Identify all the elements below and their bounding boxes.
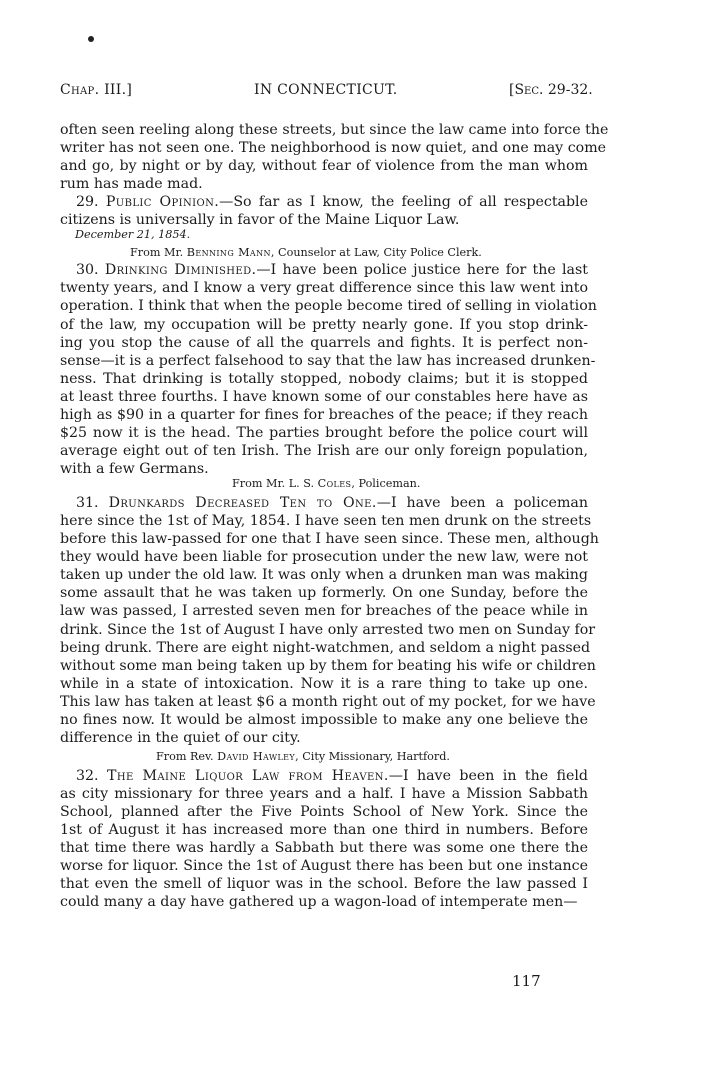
body-text-line: 1st of August it has increased more than one third in numbers. Before <box>60 822 588 839</box>
body-text-line: operation. I think that when the people become tired of selling in violation <box>60 298 597 315</box>
body-text-line: often seen reeling along these streets, but since the law came into force the <box>60 122 609 138</box>
attribution-role: , Policeman. <box>351 477 421 491</box>
body-text-line: with a few Germans. <box>60 461 209 478</box>
body-text-line: while in a state of intoxication. Now it is a rare thing to take up one. <box>60 675 588 692</box>
attribution-name: David Hawley <box>217 749 296 763</box>
attribution-name: Coles <box>317 477 352 491</box>
section-number: 32. <box>76 767 99 784</box>
body-text-line: drink. Since the 1st of August I have only arrested two men on Sunday for <box>60 621 596 638</box>
section-number: 31. <box>76 495 99 512</box>
body-text-line: rum has made mad. <box>60 176 203 193</box>
body-text-line: twenty years, and I know a very great difference since this law went into <box>60 280 588 297</box>
section-heading-line <box>76 261 588 279</box>
body-text-line: average eight out of ten Irish. The Irish are our only foreign population, <box>60 442 588 459</box>
body-text-line: high as $90 in a quarter for fines for breaches of the peace; if they reach <box>60 406 588 423</box>
section-title: Drunkards Decreased Ten to One. <box>108 495 377 512</box>
attribution-name: Benning Mann <box>186 245 271 259</box>
date-line: December 21, 1854. <box>75 228 191 242</box>
body-text-line: could many a day have gathered up a wagon-load of intemperate men— <box>60 894 578 911</box>
body-text-line: ness. That drinking is totally stopped, nobody claims; but it is stopped <box>60 370 588 387</box>
section-opening-text: —I have been in the field <box>388 767 588 784</box>
body-text-line: citizens is universally in favor of the Maine Liquor Law. <box>60 212 460 229</box>
body-text-line: worse for liquor. Since the 1st of August there has been but one instance <box>60 858 588 875</box>
body-text-line: that time there was hardly a Sabbath but there was some one there the <box>60 840 588 857</box>
body-text-line: taken up under the old law. It was only when a drunken man was making <box>60 567 588 584</box>
body-text-line: before this law-passed for one that I have seen since. These men, although <box>60 531 599 548</box>
section-heading-line <box>76 767 588 785</box>
attribution-prefix: From Mr. L. S. <box>232 477 318 491</box>
body-text-line: sense—it is a perfect falsehood to say that the law has increased drunken- <box>60 352 596 369</box>
section-opening-text: —I have been a policeman <box>376 495 589 512</box>
attribution-role: , Counselor at Law, City Police Clerk. <box>270 245 482 259</box>
body-text-line: some assault that he was taken up formerly. On one Sunday, before the <box>60 585 588 602</box>
ink-spot <box>88 36 94 42</box>
body-text-line: they would have been liable for prosecution under the new law, were not <box>60 549 588 566</box>
section-heading-line <box>76 494 588 512</box>
body-text-line: that even the smell of liquor was in the school. Before the law passed I <box>60 876 588 893</box>
body-text-line: $25 now it is the head. The parties brought before the police court will <box>60 424 588 441</box>
body-text-line: This law has taken at least $6 a month right out of my pocket, for we have <box>60 693 596 710</box>
attribution-prefix: From Rev. <box>156 749 218 763</box>
section-heading-line <box>76 193 588 211</box>
section-title: Drinking Diminished. <box>104 262 257 279</box>
running-head-section: [Sec. 29-32. <box>509 82 593 98</box>
body-text-line: law was passed, I arrested seven men for breaches of the peace while in <box>60 603 588 620</box>
body-text-line: writer has not seen one. The neighborhood is now quiet, and one may come <box>60 140 607 157</box>
attribution-role: , City Missionary, Hartford. <box>295 749 450 763</box>
body-text-line: and go, by night or by day, without fear of violence from the man whom <box>60 158 588 175</box>
section-opening-text: —I have been police justice here for the last <box>256 262 588 279</box>
body-text-line: without some man being taken up by them for beating his wife or children <box>60 657 596 674</box>
source-attribution <box>156 749 450 765</box>
source-attribution <box>130 245 482 261</box>
section-title: Public Opinion. <box>105 194 220 211</box>
body-text-line: here since the 1st of May, 1854. I have seen ten men drunk on the streets <box>60 513 592 530</box>
body-text-line: School, planned after the Five Points School of New York. Since the <box>60 804 588 821</box>
source-attribution <box>232 476 420 492</box>
body-text-line: being drunk. There are eight night-watchmen, and seldom a night passed <box>60 639 591 656</box>
section-number: 30. <box>76 262 99 279</box>
body-text-line: no fines now. It would be almost impossible to make any one believe the <box>60 711 588 728</box>
body-text-line: as city missionary for three years and a half. I have a Mission Sabbath <box>60 785 588 802</box>
section-title: The Maine Liquor Law from Heaven. <box>106 767 389 784</box>
body-text-line: ing you stop the cause of all the quarrels and fights. It is perfect non- <box>60 334 588 351</box>
section-number: 29. <box>76 194 99 211</box>
attribution-prefix: From Mr. <box>130 245 187 259</box>
body-text-line: at least three fourths. I have known some of our constables here have as <box>60 388 588 405</box>
running-head-title: IN CONNECTICUT. <box>254 82 398 98</box>
running-head-chapter: Chap. III.] <box>60 82 133 98</box>
page-number: 117 <box>512 972 541 990</box>
body-text-line: difference in the quiet of our city. <box>60 729 301 746</box>
body-text-line: of the law, my occupation will be pretty nearly gone. If you stop drink- <box>60 316 588 333</box>
section-opening-text: —So far as I know, the feeling of all respectable <box>219 194 588 211</box>
